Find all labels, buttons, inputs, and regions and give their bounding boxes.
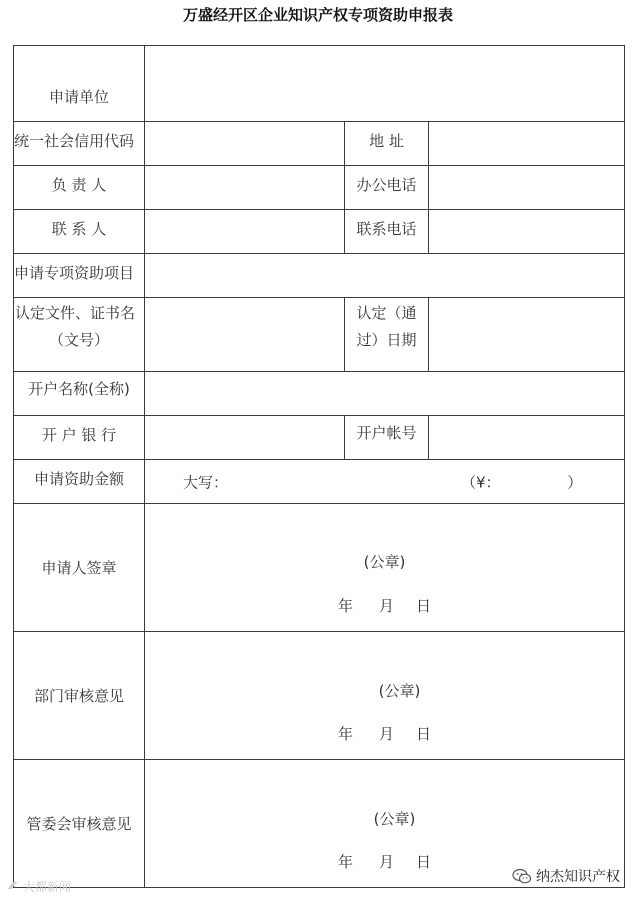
label-cert-date-line2: 过）日期 bbox=[356, 331, 417, 349]
field-signature[interactable] bbox=[145, 504, 625, 632]
row-applicant-unit bbox=[14, 46, 625, 122]
field-applicant-unit[interactable] bbox=[145, 46, 625, 122]
watermark-right bbox=[510, 866, 622, 886]
field-office-phone[interactable] bbox=[429, 166, 625, 210]
date-month: 月 bbox=[379, 725, 395, 743]
row-cert-doc bbox=[14, 298, 625, 372]
label-cert-date-line1: 认定（通 bbox=[356, 304, 417, 322]
field-account-name[interactable] bbox=[145, 372, 625, 416]
date-day: 日 bbox=[416, 597, 432, 615]
date-day: 日 bbox=[416, 725, 432, 743]
watermark-right-text: 纳杰知识产权 bbox=[536, 869, 620, 885]
row-signature bbox=[14, 504, 625, 632]
label-office-phone: 办公电话 bbox=[345, 166, 429, 210]
seal-text: (公章) bbox=[363, 553, 406, 571]
label-cert-doc bbox=[14, 298, 145, 372]
row-dept-review bbox=[14, 632, 625, 760]
row-project bbox=[14, 254, 625, 298]
wechat-icon bbox=[512, 868, 532, 885]
label-applicant-unit: 申请单位 bbox=[14, 46, 145, 122]
label-account-name: 开户名称(全称) bbox=[14, 372, 145, 416]
label-amount: 申请资助金额 bbox=[14, 460, 145, 504]
label-cert-doc-line2: （文号） bbox=[48, 331, 109, 349]
field-project[interactable] bbox=[145, 254, 625, 298]
label-cert-doc-line1: 认定文件、证书名 bbox=[15, 304, 136, 322]
label-credit-code: 统一社会信用代码 bbox=[14, 122, 145, 166]
label-dept-review: 部门审核意见 bbox=[14, 632, 145, 760]
row-amount bbox=[14, 460, 625, 504]
field-account-no[interactable] bbox=[429, 416, 625, 460]
date-month: 月 bbox=[379, 853, 395, 871]
date-year: 年 bbox=[337, 597, 353, 615]
amount-yen-label: （¥： ） bbox=[461, 473, 583, 491]
row-contact bbox=[14, 210, 625, 254]
source-logo-icon bbox=[6, 879, 20, 894]
label-cert-date bbox=[345, 298, 429, 372]
seal-text: (公章) bbox=[373, 810, 416, 828]
date-line bbox=[145, 595, 624, 616]
amount-daxie-label: 大写： bbox=[183, 473, 229, 491]
application-form-table bbox=[13, 45, 625, 888]
label-bank: 开 户 银 行 bbox=[14, 416, 145, 460]
row-bank bbox=[14, 416, 625, 460]
field-contact[interactable] bbox=[145, 210, 345, 254]
date-month: 月 bbox=[379, 597, 395, 615]
watermark-left bbox=[6, 878, 71, 895]
watermark-left-text: 大都新闻 bbox=[23, 880, 72, 894]
field-cert-date[interactable] bbox=[429, 298, 625, 372]
field-dept-review[interactable] bbox=[145, 632, 625, 760]
label-contact-phone: 联系电话 bbox=[345, 210, 429, 254]
row-person-in-charge bbox=[14, 166, 625, 210]
date-day: 日 bbox=[416, 853, 432, 871]
form-title: 万盛经开区企业知识产权专项资助申报表 bbox=[182, 6, 453, 24]
label-account-no: 开户帐号 bbox=[345, 416, 429, 460]
field-bank[interactable] bbox=[145, 416, 345, 460]
field-cert-doc[interactable] bbox=[145, 298, 345, 372]
date-year: 年 bbox=[337, 853, 353, 871]
field-contact-phone[interactable] bbox=[429, 210, 625, 254]
label-person-in-charge: 负 责 人 bbox=[14, 166, 145, 210]
label-signature: 申请人签章 bbox=[14, 504, 145, 632]
field-credit-code[interactable] bbox=[145, 122, 345, 166]
label-address: 地 址 bbox=[345, 122, 429, 166]
date-line bbox=[145, 723, 624, 744]
label-project: 申请专项资助项目 bbox=[14, 254, 145, 298]
label-committee-review: 管委会审核意见 bbox=[14, 760, 145, 888]
date-year: 年 bbox=[337, 725, 353, 743]
seal-text: (公章) bbox=[378, 682, 421, 700]
row-account-name bbox=[14, 372, 625, 416]
row-credit-code bbox=[14, 122, 625, 166]
label-contact: 联 系 人 bbox=[14, 210, 145, 254]
field-amount[interactable] bbox=[145, 460, 625, 504]
field-person-in-charge[interactable] bbox=[145, 166, 345, 210]
field-address[interactable] bbox=[429, 122, 625, 166]
